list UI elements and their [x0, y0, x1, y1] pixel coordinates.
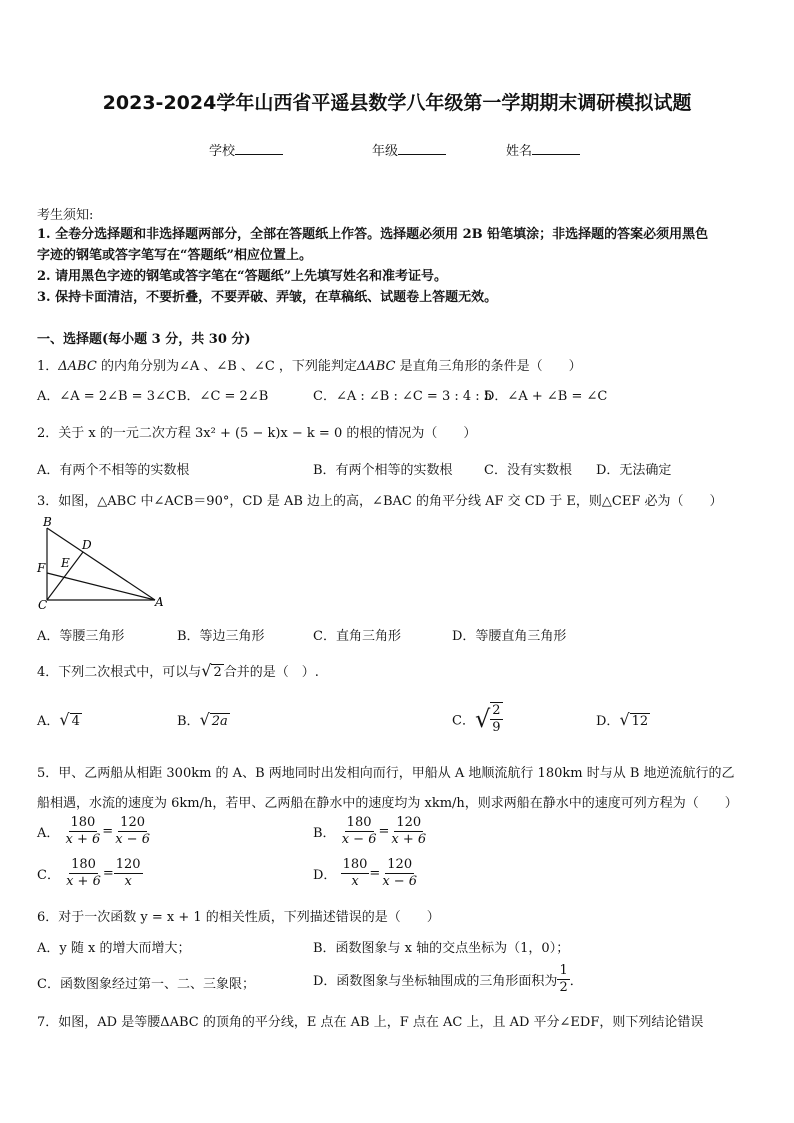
- q4-option-d[interactable]: D．√ 12: [596, 710, 649, 729]
- notice-heading: 考生须知:: [37, 208, 94, 223]
- notice-item-1-line-2: 字迹的钢笔或答字笔写在“答题纸”相应位置上。: [37, 248, 312, 263]
- q4-option-a[interactable]: A．√ 4: [37, 710, 80, 729]
- grade-field[interactable]: [372, 140, 446, 159]
- q3-option-b[interactable]: B．等边三角形: [177, 629, 265, 644]
- q4-option-c[interactable]: C．√ $\frac{2}{9}$: [452, 703, 501, 735]
- q3-label-a: A: [155, 595, 164, 609]
- q6-option-b[interactable]: B．函数图象与 x 轴的交点坐标为（1，0）；: [313, 941, 570, 956]
- q1-option-a[interactable]: A．∠A = 2∠B = 3∠C: [37, 389, 176, 404]
- notice-item-2: 2. 请用黑色字迹的钢笔或答字笔在“答题纸”上先填写姓名和准考证号。: [37, 269, 448, 284]
- q5-option-d[interactable]: D． $\frac{180}{x}$ = $\frac{120}{x - 6}$: [313, 857, 418, 889]
- q4-stem-radical: √ 2: [201, 661, 222, 680]
- section-heading: 一、选择题(每小题 3 分，共 30 分): [37, 332, 251, 347]
- grade-label: 年级: [372, 144, 399, 159]
- q3-label-b: B: [43, 515, 52, 529]
- q1-option-c[interactable]: C．∠A : ∠B : ∠C = 3 : 4 : 5: [313, 389, 493, 404]
- q2-option-b[interactable]: B．有两个相等的实数根: [313, 463, 453, 478]
- notice-item-3: 3. 保持卡面清洁，不要折叠，不要弄破、弄皱，在草稿纸、试题卷上答题无效。: [37, 290, 498, 305]
- grade-blank[interactable]: [398, 142, 446, 155]
- q5-option-b[interactable]: B． $\frac{180}{x - 6}$ = $\frac{120}{x + 6}$: [313, 815, 427, 847]
- q3-option-c[interactable]: C．直角三角形: [313, 629, 401, 644]
- q3-segment-af: [47, 573, 155, 600]
- q5-option-c[interactable]: C． $\frac{180}{x + 6}$ = $\frac{120}{x}$: [37, 857, 141, 889]
- school-blank[interactable]: [235, 142, 283, 155]
- q6-stem: 6．对于一次函数 y = x + 1 的相关性质，下列描述错误的是（ ）: [37, 910, 440, 925]
- q1-stem: 1．ΔABC 的内角分别为∠A 、∠B 、∠C ，下列能判定ΔABC 是直角三角形的条件是（ ）: [37, 359, 582, 374]
- q3-label-e: E: [61, 556, 70, 570]
- q3-label-c: C: [38, 598, 48, 612]
- q3-stem: 3．如图，△ABC 中∠ACB＝90°，CD 是 AB 边上的高，∠BAC 的角平分线 AF 交 CD 于 E，则△CEF 必为（ ）: [37, 494, 723, 509]
- q6-option-a[interactable]: A．y 随 x 的增大而增大；: [37, 941, 191, 956]
- q3-label-d: D: [82, 538, 92, 552]
- q2-option-a[interactable]: A．有两个不相等的实数根: [37, 463, 190, 478]
- q5-option-a[interactable]: A． $\frac{180}{x + 6}$ = $\frac{120}{x - 6}$: [37, 815, 150, 847]
- q3-triangle-figure: [34, 513, 169, 613]
- school-label: 学校: [209, 144, 236, 159]
- name-field[interactable]: [506, 140, 580, 159]
- q3-label-f: F: [37, 561, 46, 575]
- q6-option-d[interactable]: D．函数图象与坐标轴围成的三角形面积为 $\frac{1}{2}$ ．: [313, 963, 583, 995]
- q5-stem-line-2: 船相遇，水流的速度为 6km/h，若甲、乙两船在静水中的速度均为 xkm/h，则求两船在静水中的速度可列方程为（ ）: [37, 796, 738, 811]
- q4-option-b[interactable]: B．√ 2a: [177, 710, 228, 729]
- q3-option-d[interactable]: D．等腰直角三角形: [452, 629, 567, 644]
- school-field[interactable]: [209, 140, 283, 159]
- q4-stem: 4．下列二次根式中，可以与√ 2 合并的是（ ）.: [37, 661, 319, 680]
- name-blank[interactable]: [532, 142, 580, 155]
- q1-option-d[interactable]: D．∠A + ∠B = ∠C: [484, 389, 608, 404]
- q1-option-b[interactable]: B．∠C = 2∠B: [177, 389, 269, 404]
- q5-stem-line-1: 5．甲、乙两船从相距 300km 的 A、B 两地同时出发相向而行，甲船从 A 地顺流航行 180km 时与从 B 地逆流航行的乙: [37, 766, 735, 781]
- q2-stem: 2．关于 x 的一元二次方程 3x² + (5 − k)x − k = 0 的根的情况为（ ）: [37, 426, 477, 441]
- q3-option-a[interactable]: A．等腰三角形: [37, 629, 125, 644]
- page-title: 2023-2024学年山西省平遥县数学八年级第一学期期末调研模拟试题: [102, 92, 692, 114]
- q6-option-c[interactable]: C．函数图象经过第一、二、三象限；: [37, 977, 255, 992]
- q2-option-d[interactable]: D．无法确定: [596, 463, 672, 478]
- name-label: 姓名: [506, 144, 533, 159]
- notice-item-1-line-1: 1. 全卷分选择题和非选择题两部分，全部在答题纸上作答。选择题必须用 2B 铅笔填涂；非选择题的答案必须用黑色: [37, 227, 709, 242]
- q7-stem: 7．如图，AD 是等腰ΔABC 的顶角的平分线，E 点在 AB 上，F 点在 AC 上，且 AD 平分∠EDF，则下列结论错误: [37, 1015, 704, 1030]
- q2-option-c[interactable]: C．没有实数根: [484, 463, 572, 478]
